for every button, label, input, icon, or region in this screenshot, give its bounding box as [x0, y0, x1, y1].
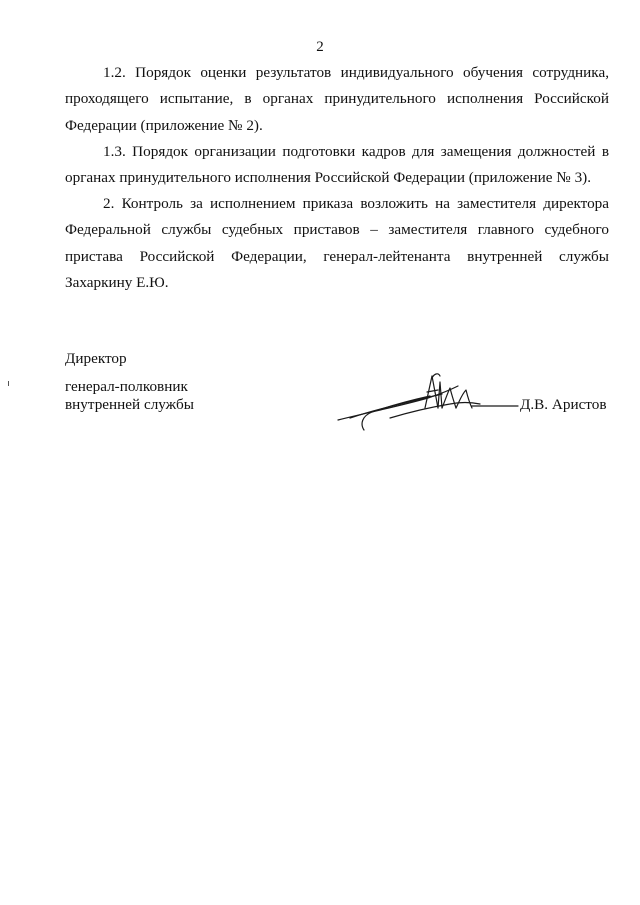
paragraph-text: 1.2. Порядок оценки результатов индивидуального обучения сотрудника, проходящего испытание, в органах принудительного исполнения Российской Федерации (приложение № 2). [65, 64, 609, 134]
paragraph-text: 2. Контроль за исполнением приказа возложить на заместителя директора Федеральной службы судебных приставов – заместителя главного судебного пристава Российской Федерации, генерал-лейтенанта внутренней службы Захаркину Е.Ю. [65, 195, 609, 291]
paragraph-1-2 [65, 60, 609, 139]
handwritten-signature [330, 368, 520, 438]
signatory-name: Д.В. Аристов [520, 396, 607, 413]
page-number: 2 [316, 39, 324, 55]
scan-mark [8, 381, 9, 386]
paragraph-1-3 [65, 139, 609, 192]
signatory-rank-line2: внутренней службы [65, 396, 194, 413]
paragraph-2 [65, 191, 609, 296]
signatory-title: Директор [65, 350, 127, 367]
signatory-rank-line1: генерал-полковник [65, 378, 188, 395]
paragraph-text: 1.3. Порядок организации подготовки кадров для замещения должностей в органах принудительного исполнения Российской Федерации (приложение № 3). [65, 143, 609, 187]
